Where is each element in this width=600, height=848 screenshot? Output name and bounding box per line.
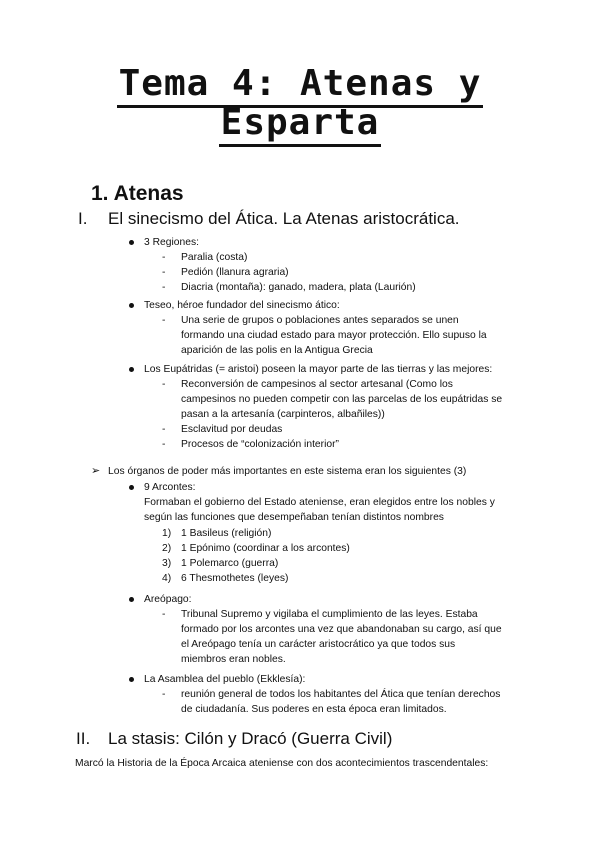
subsection-heading-1 (78, 208, 478, 230)
paragraph-line: Una serie de grupos o poblaciones antes separados se unen (181, 315, 459, 326)
dash-icon: - (162, 252, 166, 263)
numbered-item: 6 Thesmothetes (leyes) (181, 573, 289, 584)
dash-icon: - (162, 689, 166, 700)
numbered-item: 1 Basileus (religión) (181, 528, 272, 539)
paragraph-line: pasan a la artesanía (carpinteros, albañiles)) (181, 409, 385, 420)
list-number: 4) (162, 573, 172, 584)
paragraph-line: formando una ciudad estado para mayor protección. Ello supuso la (181, 330, 487, 341)
dash-icon: - (162, 424, 166, 435)
dash-icon: - (162, 379, 166, 390)
list-number: 3) (162, 558, 172, 569)
subsection-heading-2 (76, 728, 476, 750)
bullet-icon (129, 367, 134, 372)
paragraph-line: Tribunal Supremo y vigilaba el cumplimiento de las leyes. Estaba (181, 609, 478, 620)
organos-intro: Los órganos de poder más importantes en este sistema eran los siguientes (3) (108, 466, 467, 477)
document-title-line-1: Tema 4: Atenas y (0, 64, 600, 108)
dash-icon: - (162, 609, 166, 620)
dash-icon: - (162, 282, 166, 293)
paragraph-line: Marcó la Historia de la Época Arcaica ateniense con dos acontecimientos trascendentales: (75, 758, 489, 769)
list-number: 1) (162, 528, 172, 539)
list-item: Paralia (costa) (181, 252, 248, 263)
bullet-icon (129, 303, 134, 308)
dash-icon: - (162, 439, 166, 450)
bullet-icon (129, 677, 134, 682)
bullet-areopago: Areópago: (144, 594, 192, 605)
bullet-regiones: 3 Regiones: (144, 237, 199, 248)
paragraph-line: según las funciones que desempeñaban tenían distintos nombres (144, 512, 444, 523)
bullet-eupatridas: Los Eupátridas (= aristoi) poseen la mayor parte de las tierras y las mejores: (144, 364, 493, 375)
subsection-number: I. (78, 209, 88, 228)
bullet-icon (129, 240, 134, 245)
bullet-icon (129, 597, 134, 602)
list-number: 2) (162, 543, 172, 554)
paragraph-line: reunión general de todos los habitantes del Ática que tenían derechos (181, 689, 501, 700)
arrow-bullet-icon: ➢ (91, 465, 101, 477)
paragraph-line: el Areópago tenía un carácter aristocrático ya que todos sus (181, 639, 456, 650)
dash-icon: - (162, 267, 166, 278)
paragraph-line: Formaban el gobierno del Estado ateniense, eran elegidos entre los nobles y (144, 497, 495, 508)
paragraph-line: Reconversión de campesinos al sector artesanal (Como los (181, 379, 453, 390)
paragraph-line: de ciudadanía. Sus poderes en esta época eran limitados. (181, 704, 447, 715)
paragraph-line: campesinos no pueden competir con las parcelas de los eupátridas se (181, 394, 503, 405)
section-heading-atenas: 1. Atenas (91, 182, 184, 205)
paragraph-line: formado por los arcontes una vez que abandonaban su cargo, así que (181, 624, 502, 635)
subsection-title: La stasis: Cilón y Dracó (Guerra Civil) (108, 729, 393, 748)
subsection-number: II. (76, 729, 91, 748)
list-item: Esclavitud por deudas (181, 424, 283, 435)
subsection-title: El sinecismo del Ática. La Atenas aristocrática. (108, 209, 460, 228)
bullet-asamblea: La Asamblea del pueblo (Ekklesía): (144, 674, 306, 685)
paragraph-line: miembros eran nobles. (181, 654, 286, 665)
numbered-item: 1 Epónimo (coordinar a los arcontes) (181, 543, 350, 554)
paragraph-line: aparición de las polis en la Antigua Grecia (181, 345, 373, 356)
document-title-line-2: Esparta (0, 103, 600, 147)
bullet-teseo: Teseo, héroe fundador del sinecismo ático: (144, 300, 340, 311)
list-item: Diacria (montaña): ganado, madera, plata (Laurión) (181, 282, 416, 293)
list-item: Pedión (llanura agraria) (181, 267, 289, 278)
bullet-icon (129, 485, 134, 490)
bullet-arcontes: 9 Arcontes: (144, 482, 196, 493)
numbered-item: 1 Polemarco (guerra) (181, 558, 279, 569)
list-item: Procesos de “colonización interior” (181, 439, 339, 450)
dash-icon: - (162, 315, 166, 326)
